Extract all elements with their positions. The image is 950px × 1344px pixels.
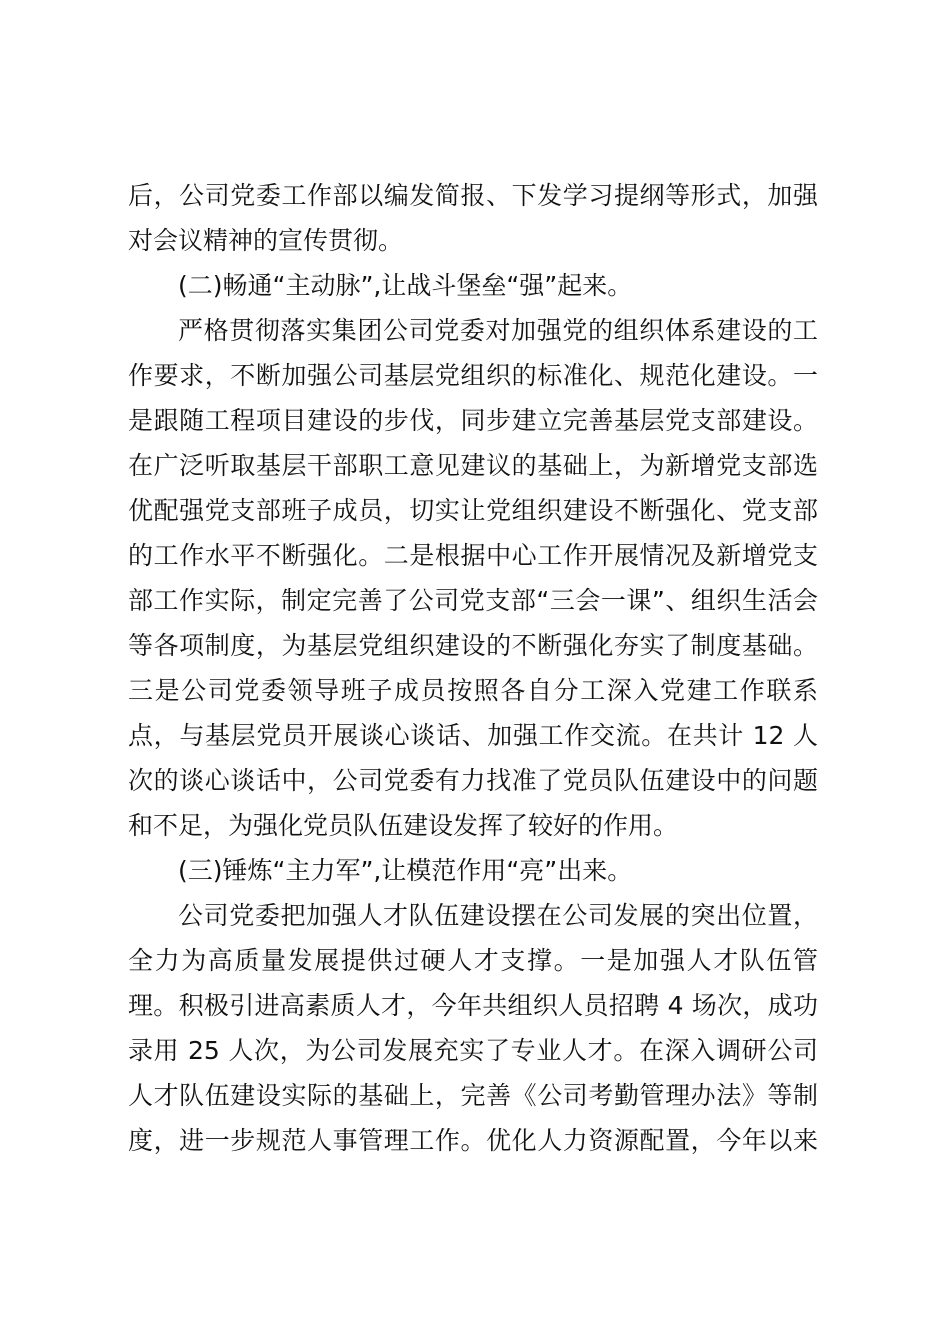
text-line: 三是公司党委领导班子成员按照各自分工深入党建工作联系	[128, 676, 818, 705]
text-line: 在广泛听取基层干部职工意见建议的基础上，为新增党支部选	[128, 451, 818, 480]
text-line: 部工作实际，制定完善了公司党支部“三会一课”、组织生活会	[128, 586, 818, 615]
text-line: 次的谈心谈话中，公司党委有力找准了党员队伍建设中的问题	[128, 766, 818, 795]
text-line: (三)锤炼“主力军”,让模范作用“亮”出来。	[178, 856, 633, 885]
text-line: 公司党委把加强人才队伍建设摆在公司发展的突出位置，	[178, 901, 818, 930]
text-line: 度，进一步规范人事管理工作。优化人力资源配置，今年以来	[128, 1126, 818, 1155]
text-line: (二)畅通“主动脉”,让战斗堡垒“强”起来。	[178, 271, 633, 300]
text-line: 理。积极引进高素质人才，今年共组织人员招聘 4 场次，成功	[128, 991, 818, 1020]
text-line: 后，公司党委工作部以编发简报、下发学习提纲等形式，加强	[128, 181, 818, 210]
text-line: 录用 25 人次，为公司发展充实了专业人才。在深入调研公司	[128, 1036, 818, 1065]
text-line: 严格贯彻落实集团公司党委对加强党的组织体系建设的工	[178, 316, 818, 345]
text-line: 人才队伍建设实际的基础上，完善《公司考勤管理办法》等制	[128, 1081, 818, 1110]
text-line: 的工作水平不断强化。二是根据中心工作开展情况及新增党支	[128, 541, 818, 570]
text-line: 全力为高质量发展提供过硬人才支撑。一是加强人才队伍管	[128, 946, 818, 975]
document-page	[128, 173, 818, 1163]
text-line: 对会议精神的宣传贯彻。	[128, 226, 404, 255]
text-line: 是跟随工程项目建设的步伐，同步建立完善基层党支部建设。	[128, 406, 818, 435]
text-line: 等各项制度，为基层党组织建设的不断强化夯实了制度基础。	[128, 631, 818, 660]
text-line: 作要求，不断加强公司基层党组织的标准化、规范化建设。一	[128, 361, 818, 390]
text-line: 和不足，为强化党员队伍建设发挥了较好的作用。	[128, 811, 679, 840]
text-line: 优配强党支部班子成员，切实让党组织建设不断强化、党支部	[128, 496, 818, 525]
text-line: 点，与基层党员开展谈心谈话、加强工作交流。在共计 12 人	[128, 721, 818, 750]
